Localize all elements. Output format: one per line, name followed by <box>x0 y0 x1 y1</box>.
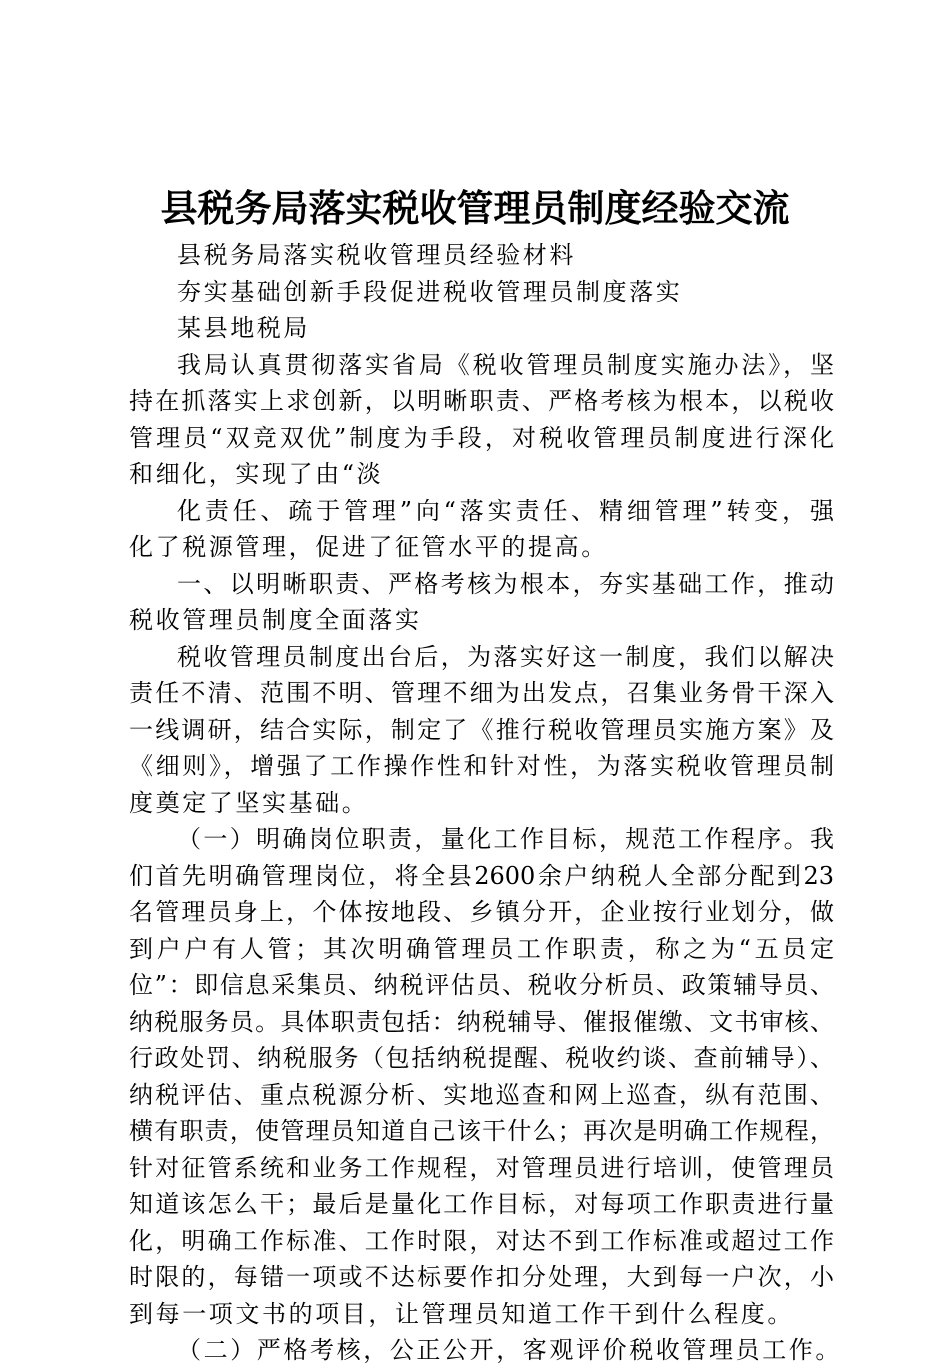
text-line: 管理员“双竞双优”制度为手段，对税收管理员制度进行深化 <box>129 423 834 452</box>
text-line: 行政处罚、纳税服务（包括纳税提醒、税收约谈、查前辅导）、 <box>129 1044 834 1072</box>
text-line: 名管理员身上，个体按地段、乡镇分开，企业按行业划分，做 <box>129 898 834 926</box>
text-line: 我局认真贯彻落实省局《税收管理员制度实施办法》，坚 <box>177 350 834 379</box>
text-line: 横有职责，使管理员知道自己该干什么；再次是明确工作规程， <box>129 1117 834 1145</box>
text-line: 们首先明确管理岗位，将全县2600余户纳税人全部分配到23 <box>129 861 834 890</box>
text-line: （二）严格考核，公正公开，客观评价税收管理员工作。 <box>177 1336 842 1364</box>
text-line: 知道该怎么干；最后是量化工作目标，对每项工作职责进行量 <box>129 1190 834 1218</box>
text-line: 度奠定了坚实基础。 <box>129 788 369 817</box>
text-line: 夯实基础创新手段促进税收管理员制度落实 <box>177 277 683 306</box>
text-line: 持在抓落实上求创新，以明晰职责、严格考核为根本，以税收 <box>129 387 834 415</box>
text-line: 针对征管系统和业务工作规程，对管理员进行培训，使管理员 <box>129 1153 834 1182</box>
text-line: 化，明确工作标准、工作时限，对达不到工作标准或超过工作 <box>129 1226 834 1255</box>
document-body <box>129 237 842 1369</box>
text-line: 税收管理员制度全面落实 <box>129 606 422 634</box>
text-line: 到每一项文书的项目，让管理员知道工作干到什么程度。 <box>129 1299 794 1328</box>
text-line: 一、以明晰职责、严格考核为根本，夯实基础工作，推动 <box>177 569 834 598</box>
document-title: 县税务局落实税收管理员制度经验交流 <box>160 186 790 230</box>
text-line: 纳税服务员。具体职责包括：纳税辅导、催报催缴、文书审核、 <box>129 1007 834 1036</box>
text-line: 位”：即信息采集员、纳税评估员、税收分析员、政策辅导员、 <box>129 971 834 999</box>
text-line: 一线调研，结合实际，制定了《推行税收管理员实施方案》及 <box>129 715 834 744</box>
text-line: 某县地税局 <box>177 314 310 342</box>
text-line: 《细则》，增强了工作操作性和针对性，为落实税收管理员制 <box>129 752 834 780</box>
text-line: 纳税评估、重点税源分析、实地巡查和网上巡查，纵有范围、 <box>129 1080 834 1109</box>
text-line: 到户户有人管；其次明确管理员工作职责，称之为“五员定 <box>129 934 834 963</box>
text-line: 责任不清、范围不明、管理不细为出发点，召集业务骨干深入 <box>129 679 834 707</box>
text-line: （一）明确岗位职责，量化工作目标，规范工作程序。我 <box>177 825 834 853</box>
text-line: 税收管理员制度出台后，为落实好这一制度，我们以解决 <box>177 642 834 671</box>
text-line: 化责任、疏于管理”向“落实责任、精细管理”转变，强 <box>177 496 834 525</box>
text-line: 时限的，每错一项或不达标要作扣分处理，大到每一户次，小 <box>129 1263 834 1291</box>
text-line: 和细化，实现了由“淡 <box>129 460 384 488</box>
text-line: 县税务局落实税收管理员经验材料 <box>177 241 576 269</box>
text-line: 化了税源管理，促进了征管水平的提高。 <box>129 533 608 561</box>
